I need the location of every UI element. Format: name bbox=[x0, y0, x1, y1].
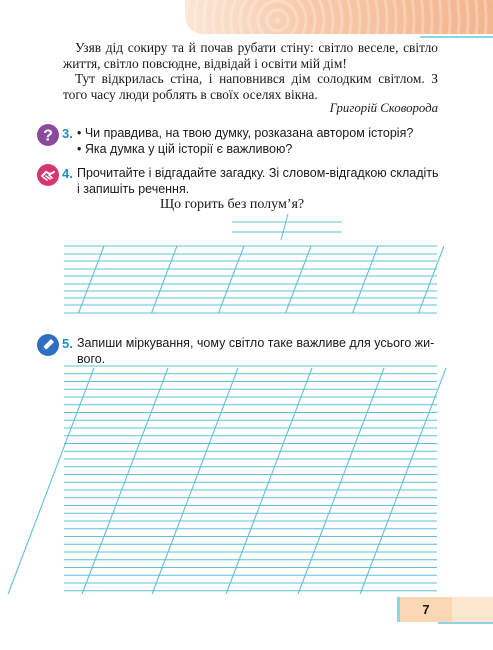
footer-rule bbox=[438, 622, 493, 624]
answer-slant bbox=[281, 214, 288, 240]
slant-line bbox=[152, 246, 177, 313]
riddle-answer-lines bbox=[232, 214, 342, 240]
svg-text:?: ? bbox=[43, 127, 53, 145]
riddle-text: Що горить без полум’я? bbox=[160, 197, 305, 212]
writing-lines-task-4[interactable] bbox=[64, 246, 444, 313]
task-4-line-2: і запишіть речення. bbox=[77, 181, 190, 196]
slant-line bbox=[286, 246, 311, 313]
slant-line bbox=[419, 246, 444, 313]
task-3-line-1: • Чи правдива, на твою думку, розказана автором історія? bbox=[77, 126, 414, 140]
story-author: Григорій Сковорода bbox=[329, 101, 438, 115]
task-3-line-2: • Яка думка у цій історії є важливою? bbox=[77, 141, 293, 156]
slant-line bbox=[353, 246, 378, 313]
task-4-line-1: Прочитайте і відгадайте загадку. Зі словом-відгадкою складіть bbox=[77, 166, 439, 180]
slant-line bbox=[219, 246, 244, 313]
task-5-number: 5. bbox=[62, 336, 73, 351]
task-4-number: 4. bbox=[62, 166, 73, 181]
story-paragraph-2: Тут відкрилась стіна, і наповнився дім солодким світлом. З того часу люди роблять в своїх оселях вікна. bbox=[63, 71, 438, 102]
task-5-line-2: вого. bbox=[77, 351, 106, 366]
task-3-number: 3. bbox=[62, 126, 73, 141]
story-paragraph-1: Узяв дід сокиру та й почав рубати стіну: світло веселе, світло життя, світло повсюдне, відвідай і освіти мій дім! bbox=[63, 40, 438, 71]
slant-line bbox=[79, 246, 104, 313]
writing-lines-task-5[interactable] bbox=[8, 366, 446, 594]
task-5-line-1: Запиши міркування, чому світло таке важливе для усього жи- bbox=[77, 336, 435, 350]
page-number: 7 bbox=[397, 597, 452, 622]
